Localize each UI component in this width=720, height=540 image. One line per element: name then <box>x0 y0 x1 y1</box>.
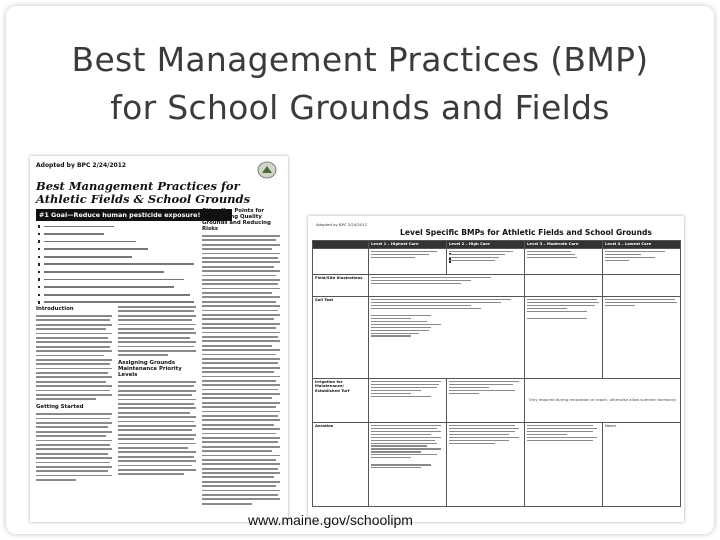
table-row-label: Field/Site Illustrations <box>313 274 369 296</box>
table-cell <box>525 248 603 274</box>
right-page-title: Level Specific BMPs for Athletic Fields and School Grounds <box>400 228 652 237</box>
slide-title-line-1: Best Management Practices (BMP) <box>71 40 649 79</box>
bullet-item <box>36 285 230 290</box>
table-header-cell: Level 1 – Highest Care <box>369 241 447 249</box>
goal-banner: #1 Goal—Reduce human pesticide exposure! <box>36 209 232 221</box>
table-cell <box>525 274 603 296</box>
table-header-cell <box>313 241 369 249</box>
key-points-heading: Other Key Points for Maintaining Quality Grounds and Reducing Risks <box>202 208 271 232</box>
slide-title-line-2: for School Grounds and Fields <box>110 88 610 127</box>
table-header-cell: Level 3 – Moderate Care <box>525 241 603 249</box>
assigning-heading: Assigning Grounds Maintenance Priority Levels <box>118 360 182 379</box>
maine-seal-logo <box>256 160 278 180</box>
aeration-level-4: Never <box>605 422 617 428</box>
table-cell <box>603 422 681 506</box>
bullet-item <box>36 292 230 297</box>
table-row <box>313 422 681 506</box>
key-points-column <box>202 208 282 507</box>
bmp-document-page-left <box>30 156 288 522</box>
bullet-item <box>36 239 230 244</box>
introduction-heading: Introduction <box>36 306 74 312</box>
table-cell <box>447 378 525 422</box>
document-title-line-1: Best Management Practices for <box>36 179 240 193</box>
slide-title <box>20 36 700 132</box>
table-row <box>313 274 681 296</box>
table-row-label: Irrigation for Maintenance/ Established Turf <box>313 378 369 422</box>
bmp-level-table <box>312 240 681 507</box>
table-row-label: Soil Test <box>313 296 369 378</box>
table-cell <box>525 296 603 378</box>
introduction-column <box>36 306 114 483</box>
getting-started-heading: Getting Started <box>36 404 84 411</box>
table-cell <box>603 274 681 296</box>
table-header-cell: Level 4 – Lowest Care <box>603 241 681 249</box>
adopted-date: Adopted by BPC 2/24/2012 <box>36 162 127 169</box>
priority-column <box>118 306 198 478</box>
table-header-row <box>313 241 681 249</box>
bullet-item <box>36 300 230 305</box>
table-cell <box>525 422 603 506</box>
table-row-label <box>313 248 369 274</box>
bullet-item <box>36 224 230 229</box>
table-cell <box>369 422 447 506</box>
bmp-document-page-right <box>308 216 684 522</box>
bullet-item <box>36 277 230 282</box>
source-url: www.maine.gov/schoolipm <box>248 512 413 528</box>
table-cell <box>369 378 447 422</box>
goal-bullet-list <box>36 224 230 308</box>
right-adopted-date: Adopted by BPC 2/24/2012 <box>316 222 368 227</box>
table-cell <box>603 296 681 378</box>
document-title <box>36 180 250 206</box>
table-row-label: Aeration <box>313 422 369 506</box>
bullet-item <box>36 254 230 259</box>
table-cell <box>369 248 447 274</box>
table-row <box>313 378 681 422</box>
document-title-line-2: Athletic Fields & School Grounds <box>36 192 251 206</box>
table-cell <box>447 248 525 274</box>
table-cell <box>369 274 525 296</box>
table-cell <box>369 296 525 378</box>
table-header-cell: Level 2 – High Care <box>447 241 525 249</box>
bullet-item <box>36 262 230 267</box>
table-row <box>313 296 681 378</box>
table-cell <box>447 422 525 506</box>
table-row <box>313 248 681 274</box>
bullet-item <box>36 232 230 237</box>
table-cell <box>603 248 681 274</box>
table-cell: Only required during renovation or repair, otherwise allow summer dormancy <box>525 378 681 422</box>
bullet-item <box>36 270 230 275</box>
bullet-item <box>36 247 230 252</box>
